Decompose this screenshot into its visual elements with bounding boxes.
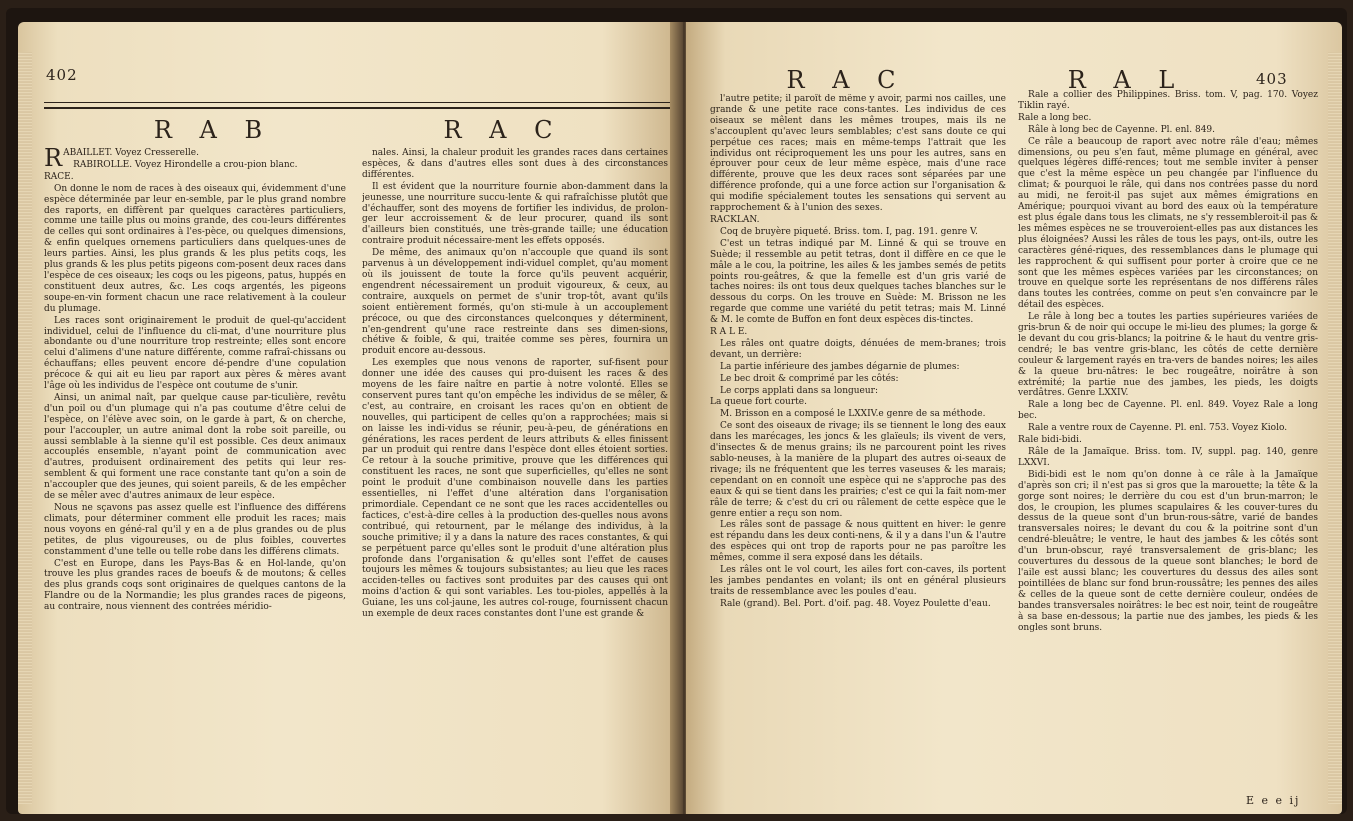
- right-column-1: [710, 94, 1006, 804]
- left-headline-rab: R A B: [153, 116, 273, 144]
- left-col1-paragraph: RABAILLET. Voyez Cresserelle.: [44, 148, 199, 172]
- right-col1-paragraph: Le corps applati dans sa longueur:: [720, 385, 879, 396]
- right-col1-paragraph: Ce sont des oiseaux de rivage; ils se tiennent le long des eaux dans les marécages, les joncs & les glaïeuls; ils vivent de vers, d'insectes & de menus grains; ils ne parcourent point les rives sablo-neuses, à la manière de la plupart des autres oi-seaux de rivage; ils ne fréquentent que les terres vaseuses & les marais; cependant on en connoît une espèce qui ne s'approche pas des eaux & qui se tient dans les prairies; c'est ce qui la fait nom-mer râle de terre; & c'est du cri ou râlement de cette espèce que le genre entier a reçu son nom.: [710, 421, 1006, 519]
- right-column-2: [1018, 90, 1318, 790]
- left-page: [18, 22, 682, 814]
- right-col1-paragraph: l'autre petite; il paroît de même y avoir, parmi nos cailles, une grande & une petite race cons-tantes. Les individus de ces oiseaux se mêlent dans les mêmes troupes, mais ils ne s'accouplent qu'avec leurs semblables; c'est sans doute ce qui perpétue ces races; mais en même-temps l'attrait que les individus ont réciproquement les uns pour les autres, sans en éprouver pour ceux de leur même espèce, mais d'une race différente, prouve que les deux races sont séparées par une différence profonde, qui a une force action sur l'organisation & qui modifie spécialement toutes les sensations qui servent au rapprochement & à l'union des sexes.: [710, 94, 1006, 214]
- catchword: E e e ij: [1246, 794, 1301, 807]
- right-page-number: 403: [1256, 70, 1288, 88]
- left-column-2: [362, 148, 668, 808]
- left-col1-paragraph: Les races sont originairement le produit de quel-qu'accident individuel, celui de l'influence du cli-mat, d'une nourriture plus abondante ou d'une nourriture trop restreinte; elles sont encore celui d'alimens d'une nature différente, comme rafraî-chissans ou échauffans; elles peuvent encore dé-pendre d'une copulation précoce & qui ait eu lieu par raport aux pères & mères avant l'âge où les individus de l'espèce ont coutume de s'unir.: [44, 315, 346, 392]
- right-col1-paragraph: Rale (grand). Bel. Port. d'oif. pag. 48. Voyez Poulette d'eau.: [720, 598, 991, 609]
- right-col1-paragraph: Les râles ont quatre doigts, dénuées de mem-branes; trois devant, un derrière:: [710, 338, 1006, 360]
- left-column-1: [44, 148, 346, 808]
- left-col1-paragraph: RACE.: [44, 171, 74, 182]
- left-col2-paragraph: nales. Ainsi, la chaleur produit les grandes races dans certaines espèces, & dans d'autres elles sont dues à des circonstances différentes.: [362, 148, 668, 180]
- left-col2-paragraph: Les exemples que nous venons de raporter, suf-fisent pour donner une idée des causes qui pro-duisent les races & des moyens de les faire naître en partie à notre volonté. Elles se conservent pures tant qu'on empêche les individus de se mêler, & c'est, au contraire, en croisant les races qu'on en obtient de nouvelles, qui participent de celles qu'on a rapprochées; mais si on laisse les indi-vidus se réunir, peu-à-peu, de générations en générations, les races perdent de leurs attributs & elles finissent par un produit qui rentre dans l'espèce dont elles étoient sorties. Ce retour à la souche primitive, prouve que les différences qui constituent les races, ne sont que superficielles, qu'elles ne sont point le produit d'une combinaison nouvelle dans les parties essentielles, ni l'effet d'une altération dans l'organisation primordiale. Cependant ce ne sont que les races accidentelles ou factices, c'est-à-dire celles à la production des-quelles nous avons contribué, qui retournent, par le mélange des individus, à la souche primitive; il y a dans la nature des races constantes, & qui se perpétuent parce qu'elles sont le produit d'une altération plus profonde dans l'organisation & qu'elles sont l'effet de causes toujours les mêmes & toujours subsistantes; au lieu que les races acciden-telles ou factives sont produites par des causes qui ont moins d'action & qui sont variables. Les tou-pioles, appellés à la Guiane, les uns col-jaune, les autres col-rouge, fournissent chacun un exemple de deux races constantes dont l'une est grande &: [362, 358, 668, 620]
- right-col2-paragraph: Ce râle a beaucoup de raport avec notre râle d'eau; mêmes dimensions, ou peu s'en faut, même plumage en général, avec quelques légères diffé-rences; tout me semble inviter à penser que c'est la même espèce un peu changée par l'influence du climat; & pourquoi le râle, qui dans nos contrées passe du nord au midi, ne feroit-il pas sujet aux mêmes émigrations en Amérique; pourquoi vivant au bord des eaux où la température est plus égale dans tous les climats, ne s'y ressembleroit-il pas & les mêmes espèces ne se trouveroient-elles pas aux distances les plus éloignées? Aussi les râles de tous les pays, ont-ils, outre les caractères géné-riques, des ressemblances dans le plumage qui les rapprochent & qui suffisent pour porter à croire que ce ne sont que les mêmes espèces variées par les circonstances; on trouve en quelque sorte les représentans de nos différens râles dans toutes les contrées, comme on peut s'en convaincre par le détail des espèces.: [1018, 136, 1318, 311]
- right-col2-paragraph: Rale bidi-bidi.: [1018, 435, 1082, 446]
- right-headline-ral: R A L: [1067, 66, 1185, 94]
- right-col2-paragraph: Râle à long bec de Cayenne. Pl. enl. 849.: [1028, 124, 1216, 135]
- right-col2-paragraph: Râle de la Jamaïque. Briss. tom. IV, suppl. pag. 140, genre LXXVI.: [1018, 447, 1318, 468]
- right-col2-paragraph: Rale a ventre roux de Cayenne. Pl. enl. 753. Voyez Kiolo.: [1028, 423, 1288, 434]
- right-col1-paragraph: RACKLAN.: [710, 214, 760, 225]
- right-col1-paragraph: La partie inférieure des jambes dégarnie de plumes:: [720, 361, 960, 372]
- book-spread: [6, 8, 1347, 814]
- right-col2-paragraph: Le râle à long bec a toutes les parties supérieures variées de gris-brun & de noir qui occupe le mi-lieu des plumes; la gorge & le devant du cou gris-blancs; la poitrine & le haut du ventre gris-cendré; le bas ventre gris-blanc, les côtés de cette dernière couleur & largement rayés en tra-vers de bandes noires; les ailes & la queue bru-nâtres: le bec rougeâtre, noirâtre à son extrémité; la partie nue des jambes, les pieds, les doigts verdâtres. Genre LXXIV.: [1018, 312, 1318, 399]
- left-col1-paragraph: Nous ne sçavons pas assez quelle est l'influence des différens climats, pour déterminer comment elle produit les races; mais nous voyons en géné-ral qu'il y en a de plus grandes ou de plus petites, de plus vigoureuses, ou de plus foibles, couvertes constamment d'une telle ou telle robe dans les différens climats.: [44, 503, 346, 557]
- left-page-number: 402: [46, 66, 78, 84]
- left-col1-paragraph: RABIROLLE. Voyez Hirondelle a crou-pion blanc.: [73, 159, 298, 170]
- right-col1-paragraph: Le bec droit & comprimé par les côtés:: [720, 373, 899, 384]
- right-col1-paragraph: C'est un tetras indiqué par M. Linné & qui se trouve en Suède; il ressemble au petit tetras, dont il diffère en ce que le mâle a le cou, la poitrine, les ailes & les jambes semés de petits points rou-geâtres, & que la femelle est d'un gris varié de taches noires: ils ont tous deux quelques taches blanches sur le dessous du corps. On les trouve en Suède: M. Brisson ne les regarde que comme une variété du petit tetras; mais M. Linné & M. le comte de Buffon en font deux espèces dis-tinctes.: [710, 238, 1006, 326]
- left-col2-paragraph: Il est évident que la nourriture fournie abon-damment dans la jeunesse, une nourriture succu-lente & qui rafraîchisse plutôt que d'échauffer, sont des moyens de fortifier les individus, de prolon-ger leur accroissement & de leur procurer, quand ils sont d'ailleurs bien constitués, une très-grande taille; une éducation contraire produit nécessaire-ment les effets opposés.: [362, 181, 668, 247]
- right-col1-paragraph: Les râles ont le vol court, les ailes fort con-caves, ils portent les jambes pendantes en volant; ils ont en général plusieurs traits de ressemblance avec les poules d'eau.: [710, 565, 1006, 597]
- drop-capital: R: [44, 148, 63, 172]
- right-page: [686, 22, 1342, 814]
- right-col1-paragraph: La queue fort courte.: [710, 397, 807, 408]
- left-col1-paragraph: Ainsi, un animal naît, par quelque cause par-ticulière, revêtu d'un poil ou d'un plumage qui n'a pas coutume d'être celui de l'espèce, on l'élève avec soin, on le garde à part, & on cherche, pour l'accoupler, un autre animal dont la robe soit pareille, ou aussi semblable à la sienne qu'il est possible. Ces deux animaux accouplés ensemble, n'ayant point de communication avec d'autres, produisent ordinairement des petits qui leur res-semblent & qui forment une race constante tant qu'on a soin de n'accoupler que des jeunes, qui soient pareils, & de les empêcher de se mêler avec d'autres animaux de leur espèce.: [44, 392, 346, 502]
- left-col1-paragraph: On donne le nom de races à des oiseaux qui, évidemment d'une espèce déterminée par leur en-semble, par le plus grand nombre des raports, en diffèrent par quelques caractères particuliers, comme une taille plus ou moins grande, des cou-leurs différentes de celles qui sont ordinaires à l'es-pèce, ou quelques dimensions, & enfin quelques ornemens particuliers dans quelques-unes de leurs parties. Ainsi, les plus grands & les plus petits coqs, les plus grands & les plus petits pigeons com-posent deux races dans l'espèce de ces oiseaux; les coqs ou les pigeons, patus, huppés en constituent deux autres, &c. Les coqs argentés, les pigeons soupe-en-vin forment chacun une race relativement à la couleur du plumage.: [44, 183, 346, 314]
- left-col2-paragraph: De même, des animaux qu'on n'accouple que quand ils sont parvenus à un développement indi-viduel complet, qu'au moment où ils jouissent de toute la force qu'ils peuvent acquérir, engendrent nécessairement un produit vigoureux, & ceux, au contraire, auxquels on permet de s'unir trop-tôt, avant qu'ils soient entièrement formés, qu'on sti-mule à un accouplement précoce, ou que des circonstances quelconques y déterminent, n'en-gendrent qu'une race restreinte dans ses dimen-sions, chétive & foible, & qui, traitée comme ses pères, fournira un produit encore au-dessous.: [362, 248, 668, 357]
- left-page-edges: [18, 52, 32, 804]
- right-col1-paragraph: M. Brisson en a composé le LXXIV.e genre de sa méthode.: [720, 409, 986, 420]
- left-head-rule: [44, 102, 676, 109]
- right-col2-paragraph: Rale a collier des Philippines. Briss. tom. V, pag. 170. Voyez Tiklin rayé.: [1018, 90, 1318, 111]
- right-col2-paragraph: Bidi-bidi est le nom qu'on donne à ce râle à la Jamaïque d'après son cri; il n'est pas si gros que la marouette; la tête & la gorge sont noires; le derrière du cou est d'un brun-marron; le dos, le croupion, les plumes scapulaires & les couver-tures du dessus de la queue sont d'un brun-rous-sâtre, varié de bandes transversales noires; le devant du cou & la poitrine sont d'un cendré-bleuâtre; le ventre, le haut des jambes & les côtés sont d'un brun-obscur, rayé transversalement de gris-blanc; les couvertures du dessous de la queue sont blanches; le bord de l'aile est aussi blanc; les couvertures du dessus des ailes sont pointillées de blanc sur fond brun-roussâtre; les pennes des ailes & celles de la queue sont de cette dernière couleur, ondées de bandes transversales noirâtres: le bec est noir, teint de rougeâtre à sa base en-dessous; la partie nue des jambes, les pieds & les ongles sont bruns.: [1018, 469, 1318, 633]
- right-headline-rac: R A C: [786, 66, 906, 94]
- right-col1-paragraph: R A L E.: [710, 327, 748, 338]
- right-page-edges: [1328, 52, 1342, 804]
- left-col1-paragraph: C'est en Europe, dans les Pays-Bas & en Hol-lande, qu'on trouve les plus grandes races de boeufs & de moutons; & celles des plus grands coqs sont originaires de quelques cantons de la Flandre ou de la Normandie; les plus grandes races de pigeons, au contraire, nous viennent des contrées méridio-: [44, 558, 346, 613]
- right-col2-paragraph: Rale a long bec.: [1018, 112, 1092, 123]
- left-headline-rac: R A C: [443, 116, 563, 144]
- right-col1-paragraph: Les râles sont de passage & nous quittent en hiver: le genre est répandu dans les deux conti-nens, & il y a dans l'un & l'autre des espèces qui ont trop de raports pour ne pas paroître les mêmes, comme il sera exposé dans les détails.: [710, 520, 1006, 564]
- right-col2-paragraph: Rale a long bec de Cayenne. Pl. enl. 849. Voyez Rale a long bec.: [1018, 400, 1318, 422]
- right-col1-paragraph: Coq de bruyère piqueté. Briss. tom. I, pag. 191. genre V.: [720, 226, 978, 237]
